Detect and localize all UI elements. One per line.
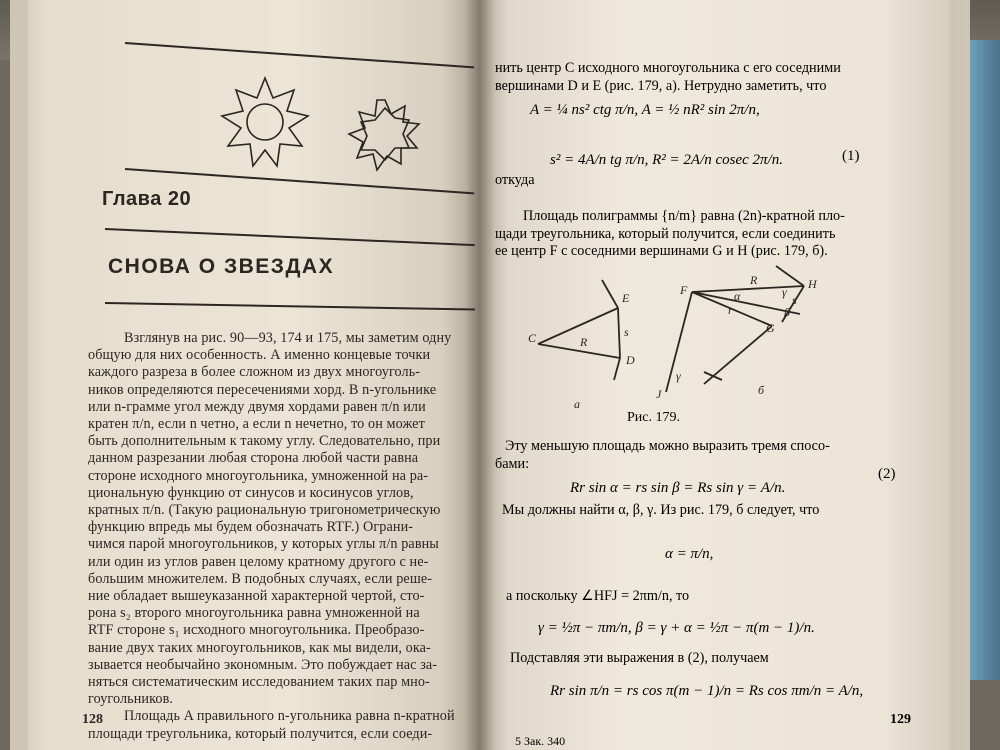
figure-sublabel: a: [574, 397, 580, 411]
text-line: функцию впредь мы будем обозначать RTF.) Ограни-: [88, 519, 414, 536]
point-label: γ: [782, 285, 787, 299]
formula-side: s² = 4A/n tg π/n, R² = 2A/n cosec 2π/n.: [550, 152, 783, 168]
text-line: няться систематическим исследованием таких пар мно-: [88, 674, 430, 691]
page-stack-left: [10, 0, 28, 750]
text-line: кратных π/n. (Такую рациональную тригонометрическую: [88, 502, 441, 519]
formula-area: A = ¼ ns² ctg π/n, A = ½ nR² sin 2π/n,: [530, 102, 760, 118]
point-label: β: [784, 305, 790, 319]
text-line: нить центр C исходного многоугольника с его соседними: [495, 60, 841, 76]
text-line: общую для них особенность. А именно концевые точки: [88, 347, 431, 364]
right-after-figure-text: [495, 438, 935, 473]
right-mid-text: [495, 208, 935, 261]
text-line: Эту меньшую площадь можно выразить тремя спосо-: [505, 438, 830, 454]
text-line: RTF стороне s₁ исходного многоугольника. Преобразо-: [88, 622, 425, 639]
figure-sublabel: б: [758, 383, 765, 397]
page-number-right: 129: [890, 712, 911, 727]
print-footer: 5 Зак. 340: [515, 734, 566, 748]
text-line: или n-грамме угол между двумя хордами равен π/n или: [88, 398, 426, 415]
text-line: большим множителем. В подобных случаях, если реше-: [88, 570, 433, 587]
point-label: s: [792, 293, 797, 307]
text-line: вершинами D и E (рис. 179, a). Нетрудно заметить, что: [495, 77, 827, 94]
text-line: гоугольников.: [88, 691, 174, 708]
text-line: циональную функцию от синусов и косинусов углов,: [88, 484, 414, 501]
open-book: [10, 0, 955, 750]
chapter-label: Глава 20: [102, 188, 192, 210]
text-line: щади треугольника, который получится, если соединить: [495, 225, 836, 242]
chapter-title: СНОВА О ЗВЕЗДАХ: [108, 255, 335, 278]
point-label: r: [728, 303, 733, 317]
formula-2: Rr sin α = rs sin β = Rs sin γ = A/n.: [570, 480, 786, 496]
text-line: а поскольку ∠HFJ = 2πm/n, то: [506, 588, 690, 604]
text-line: Подставляя эти выражения в (2), получаем: [510, 650, 769, 666]
text-line: зывается необычайно экономным. Это побуждает нас за-: [88, 656, 438, 673]
text-line: Мы должны найти α, β, γ. Из рис. 179, б следует, что: [502, 502, 820, 518]
text-line: ние обладает вышеуказанной характерной чертой, сто-: [88, 588, 425, 605]
text-line: быть дополнительным к такому углу. Следовательно, при: [88, 433, 441, 450]
text-line: площади треугольника, который получится, если соеди-: [88, 725, 433, 742]
right-top-text: [495, 60, 935, 95]
point-label: F: [680, 283, 688, 297]
point-label: J: [656, 387, 662, 401]
point-label: D: [626, 353, 635, 367]
page-number-left: 128: [82, 712, 103, 727]
point-label: α: [734, 289, 741, 303]
point-label: R: [750, 273, 758, 287]
equation-number: (2): [878, 466, 896, 482]
formula-final: Rr sin π/n = rs cos π(m − 1)/n = Rs cos πm/n = A/n,: [550, 683, 864, 699]
star-ornament-right: [349, 100, 419, 170]
star-ornament-left: [222, 78, 308, 166]
point-label: H: [808, 277, 817, 291]
text-line: Взглянув на рис. 90—93, 174 и 175, мы заметим одну: [124, 330, 452, 346]
text-line: Площадь A правильного n-угольника равна n-кратной: [124, 708, 455, 725]
text-line: стороне исходного многоугольника, умноженной на ра-: [88, 467, 429, 484]
point-label: E: [622, 291, 630, 305]
text-line: ников определяются пересечениями хорд. В n-угольнике: [88, 381, 437, 398]
text-line: откуда: [495, 172, 535, 188]
figure-179: [510, 262, 850, 412]
formula-alpha: α = π/n,: [665, 546, 714, 562]
text-line: ее центр F с соседними вершинами G и H (рис. 179, б).: [495, 243, 828, 259]
point-label: G: [766, 321, 775, 335]
text-line: рона s₂ второго многоугольника равна умноженной на: [88, 605, 420, 622]
point-label: γ: [676, 369, 681, 383]
star-ornaments: [205, 70, 445, 180]
page-stack-right: [950, 0, 970, 750]
divider-rule: [105, 302, 475, 310]
figure-179a: [528, 280, 635, 411]
point-label: C: [528, 331, 537, 345]
figure-179b: [656, 266, 818, 401]
text-line: чимся парой многоугольников, у которых углы π/n равны: [88, 536, 439, 553]
book-gutter: [465, 0, 495, 750]
point-label: R: [580, 335, 588, 349]
left-page: [10, 0, 480, 750]
text-line: каждого разреза в более сложном из двух многоуголь-: [88, 364, 421, 381]
figure-caption: Рис. 179.: [627, 410, 680, 425]
text-line: или один из углов равен целому кратному другого с не-: [88, 553, 429, 570]
equation-number: (1): [842, 148, 860, 164]
left-body-text: [88, 330, 480, 743]
text-line: бами:: [495, 455, 530, 472]
divider-rule: [105, 228, 475, 246]
text-line: Площадь полиграммы {n/m} равна (2n)-кратной пло-: [523, 208, 845, 224]
point-label: s: [624, 325, 629, 339]
formula-gamma: γ = ½π − πm/n, β = γ + α = ½π − π(m − 1)/n.: [538, 620, 815, 636]
text-line: вание двух таких многоугольников, как мы видели, ока-: [88, 639, 431, 656]
divider-rule: [125, 42, 474, 68]
text-line: кратен π/n, если n четно, а если n нечетно, то он может: [88, 416, 425, 433]
text-line: данном разрезании любая сторона любой части равна: [88, 450, 419, 467]
